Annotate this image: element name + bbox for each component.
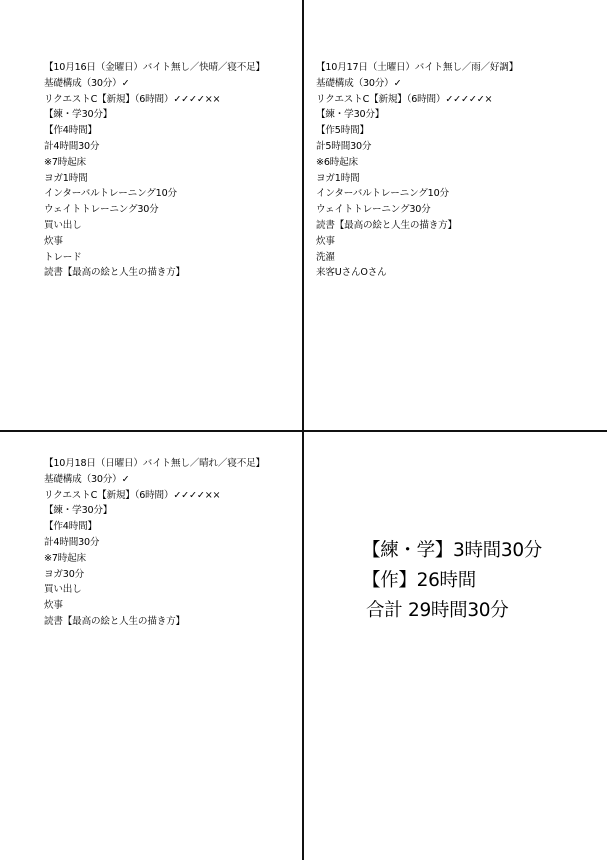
entry-line: 読書【最高の絵と人生の描き方】 xyxy=(44,267,185,279)
entry-line: リクエストC【新規】（6時間）✓✓✓✓×× xyxy=(44,489,221,501)
entry-line: インターバルトレーニング10分 xyxy=(316,188,449,200)
entry-header: 【10月16日（金曜日）バイト無し／快晴／寝不足】 xyxy=(44,62,265,73)
entry-line: 【練・学30分】 xyxy=(44,505,113,517)
entry-panel-oct17 xyxy=(316,60,601,281)
entry-line: トレード xyxy=(44,251,82,263)
entry-panel-oct18 xyxy=(44,456,294,630)
entry-line: インターバルトレーニング10分 xyxy=(44,188,177,200)
entry-line: ウェイトトレーニング30分 xyxy=(44,204,159,216)
entry-line: 基礎構成（30分）✓ xyxy=(44,473,130,485)
entry-line: 買い出し xyxy=(44,219,82,231)
entry-line: ※7時起床 xyxy=(44,156,86,168)
entry-line: 来客UさんOさん xyxy=(316,267,387,279)
entry-panel-oct16 xyxy=(44,60,294,281)
entry-line: ヨガ1時間 xyxy=(316,172,360,184)
entry-line: 計5時間30分 xyxy=(316,140,372,152)
summary-panel xyxy=(362,536,597,626)
entry-line: ヨガ1時間 xyxy=(44,172,88,184)
entry-line: ヨガ30分 xyxy=(44,568,84,580)
summary-practice: 【練・学】3時間30分 xyxy=(362,540,543,561)
horizontal-divider xyxy=(0,430,607,432)
entry-line: 炊事 xyxy=(44,600,63,612)
entry-line: 洗濯 xyxy=(316,251,335,263)
entry-line: リクエストC【新規】（6時間）✓✓✓✓✓× xyxy=(316,93,493,105)
entry-header: 【10月17日（土曜日）バイト無し／雨／好調】 xyxy=(316,62,519,73)
entry-line: 読書【最高の絵と人生の描き方】 xyxy=(44,615,185,627)
entry-line: 【作4時間】 xyxy=(44,521,97,533)
entry-line: 読書【最高の絵と人生の描き方】 xyxy=(316,219,457,231)
entry-line: 買い出し xyxy=(44,584,82,596)
entry-line: 【作4時間】 xyxy=(44,125,97,137)
entry-header: 【10月18日（日曜日）バイト無し／晴れ／寝不足】 xyxy=(44,458,265,469)
entry-line: 炊事 xyxy=(316,235,335,247)
entry-line: 炊事 xyxy=(44,235,63,247)
entry-line: ※6時起床 xyxy=(316,156,358,168)
entry-line: 基礎構成（30分）✓ xyxy=(44,77,130,89)
summary-create: 【作】26時間 xyxy=(362,570,476,591)
summary-total: 合計 29時間30分 xyxy=(366,600,509,621)
entry-line: 計4時間30分 xyxy=(44,536,100,548)
entry-line: 【練・学30分】 xyxy=(44,109,113,121)
entry-line: 計4時間30分 xyxy=(44,140,100,152)
entry-line: ※7時起床 xyxy=(44,552,86,564)
entry-line: ウェイトトレーニング30分 xyxy=(316,204,431,216)
entry-line: 【練・学30分】 xyxy=(316,109,385,121)
entry-line: リクエストC【新規】（6時間）✓✓✓✓×× xyxy=(44,93,221,105)
entry-line: 【作5時間】 xyxy=(316,125,369,137)
entry-line: 基礎構成（30分）✓ xyxy=(316,77,402,89)
